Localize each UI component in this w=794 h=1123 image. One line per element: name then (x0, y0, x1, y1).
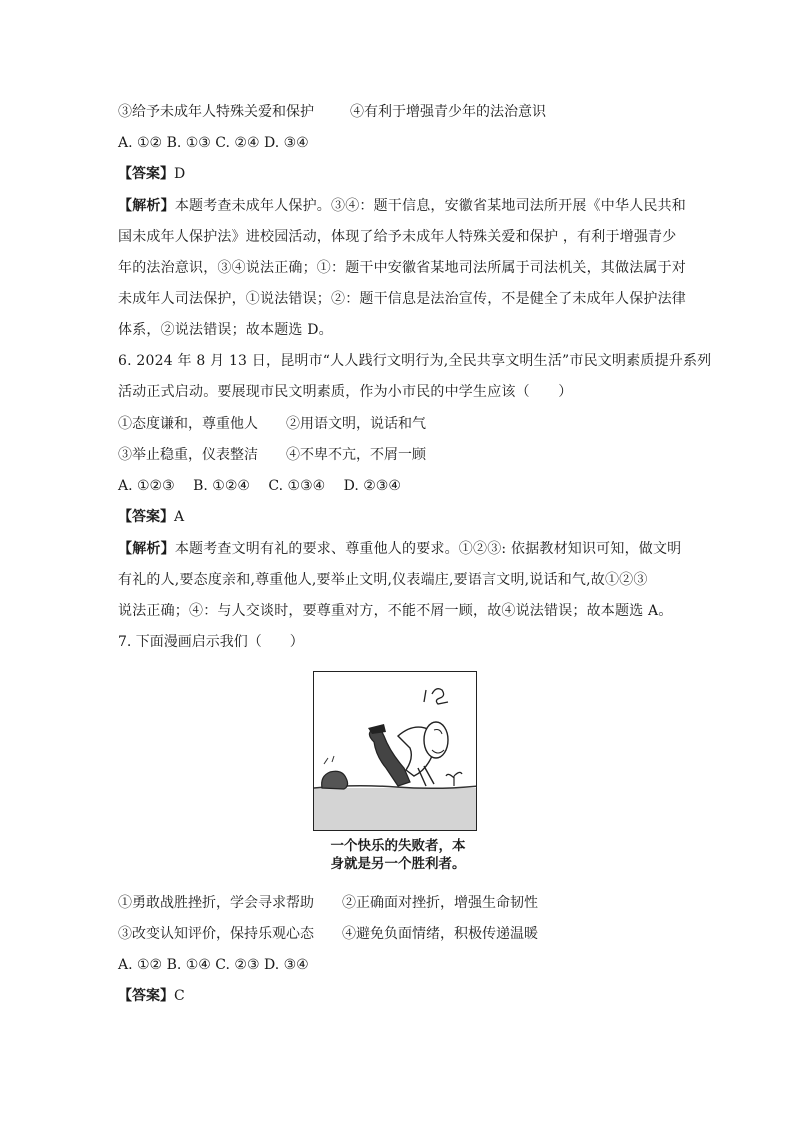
q6-analysis-line-2: 有礼的人,要态度亲和,尊重他人,要举止文明,仪表端庄,要语言文明,说话和气,故①②③ (118, 572, 648, 588)
q6-answer (118, 507, 184, 527)
analysis-text: 本题考查文明有礼的要求、尊重他人的要求。①②③: 依据教材知识可知，做文明 (174, 541, 682, 557)
q5-answer (118, 164, 185, 184)
answer-value: A (174, 509, 185, 525)
analysis-text: 本题考查未成年人保护。③④：题干信息，安徽省某地司法所开展《中华人民共和 (174, 198, 687, 214)
q6-stem-line-1: 6. 2024 年 8 月 13 日，昆明市“人人践行文明行为,全民共享文明生活”市民文明素质提升系列 (118, 353, 712, 369)
comic-caption-line-2: 身就是另一个胜利者。 (330, 856, 466, 872)
q5-analysis-line-2: 国未成年人保护法》进校园活动，体现了给予未成年人特殊关爱和保护 ，有利于增强青少 (118, 229, 677, 245)
q6-stem-line-2: 活动正式启动。要展现市民文明素质，作为小市民的中学生应该（ ） (118, 384, 573, 400)
answer-label: 【答案】 (118, 988, 174, 1004)
q7-answer (118, 986, 185, 1006)
q6-option-4: ④不卑不亢，不屑一顾 (286, 447, 426, 463)
answer-value: D (174, 166, 186, 182)
squiggle-mark (432, 689, 448, 704)
answer-label: 【答案】 (118, 166, 174, 182)
analysis-label: 【解析】 (118, 198, 175, 214)
q6-option-2: ②用语文明，说话和气 (286, 416, 426, 432)
q6-option-3: ③举止稳重，仪表整洁 (118, 447, 258, 463)
q5-analysis-line-5: 体系，②说法错误；故本题选 D。 (118, 322, 333, 338)
q7-options-row-1 (118, 893, 538, 913)
q5-options-line (118, 102, 546, 122)
q5-option-3: ③给予未成年人特殊关爱和保护 (118, 104, 314, 120)
ground (314, 788, 477, 831)
q7-options-row-2 (118, 924, 538, 944)
sprout-icon (446, 772, 462, 786)
q5-option-4: ④有利于增强青少年的法治意识 (350, 104, 546, 120)
answer-label: 【答案】 (118, 509, 174, 525)
q7-stem: 7. 下面漫画启示我们（ ） (118, 634, 304, 650)
q6-options-row-1 (118, 414, 426, 434)
comic-drawing (314, 672, 477, 831)
analysis-label: 【解析】 (118, 541, 175, 557)
q6-analysis-line-3: 说法正确；④：与人交谈时，要尊重对方，不能不屑一顾，故④说法错误；故本题选 A。 (118, 603, 673, 619)
q5-analysis-line-4: 未成年人司法保护，①说法错误；②：题干信息是法治宣传，不是健全了未成年人保护法律 (118, 291, 686, 307)
q5-analysis-line-3: 年的法治意识，③④说法正确；①：题干中安徽省某地司法所属于司法机关，其做法属于对 (118, 260, 686, 276)
comic-caption-line-1: 一个快乐的失败者，本 (330, 838, 466, 854)
motion-marks (324, 756, 334, 764)
q7-option-3: ③改变认知评价，保持乐观心态 (118, 926, 314, 942)
q7-choices: A. ①② B. ①④ C. ②③ D. ③④ (118, 957, 309, 973)
q7-option-1: ①勇敢战胜挫折，学会寻求帮助 (118, 895, 314, 911)
comic-illustration (313, 671, 477, 831)
q6-options-row-2 (118, 445, 426, 465)
answer-value: C (174, 988, 185, 1004)
q6-choices: A. ①②③ B. ①②④ C. ①③④ D. ②③④ (118, 478, 401, 494)
q6-analysis-line-1 (118, 539, 682, 559)
q5-analysis-line-1 (118, 196, 687, 216)
q6-option-1: ①态度谦和，尊重他人 (118, 416, 258, 432)
rock-icon (322, 771, 348, 789)
q5-choices: A. ①② B. ①③ C. ②④ D. ③④ (118, 135, 309, 151)
q7-option-2: ②正确面对挫折，增强生命韧性 (342, 895, 538, 911)
squiggle-stroke (424, 690, 426, 702)
q7-option-4: ④避免负面情绪，积极传递温暖 (342, 926, 538, 942)
